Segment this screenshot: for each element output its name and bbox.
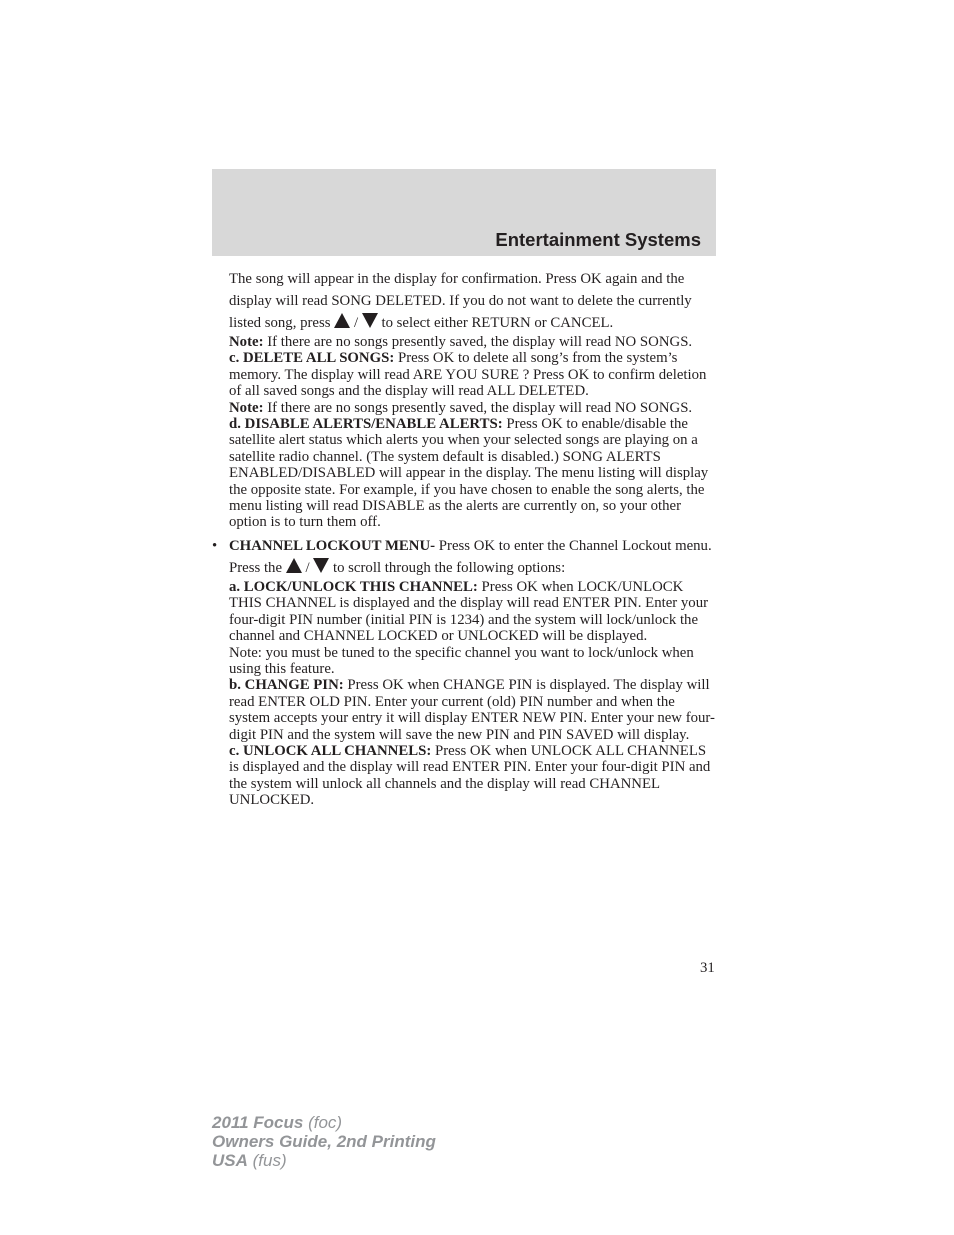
note-text: If there are no songs presently saved, the display will read NO SONGS. xyxy=(263,334,693,350)
song-confirm-text-end: to select either RETURN or CANCEL. xyxy=(381,315,614,331)
arrow-separator: / xyxy=(353,315,359,331)
page-content xyxy=(212,268,719,809)
up-arrow-icon xyxy=(334,313,350,328)
footer-model-line xyxy=(212,1113,436,1132)
page-number: 31 xyxy=(700,960,715,976)
unlock-all-text: Press OK when UNLOCK ALL CHANNELS is displayed and the display will read ENTER PIN. Enter your four-digit PIN and the system will unlock all channels and the display will read CHANNEL UNLOCKED. xyxy=(229,742,711,809)
delete-all-songs-paragraph xyxy=(229,350,719,399)
down-arrow-icon xyxy=(362,313,378,328)
alerts-label: d. DISABLE ALERTS/ENABLE ALERTS: xyxy=(229,416,503,433)
note-label: Note: xyxy=(229,334,264,350)
song-confirm-paragraph xyxy=(229,268,719,334)
lock-unlock-note: Note: you must be tuned to the specific channel you want to lock/unlock when using this feature. xyxy=(229,644,694,677)
change-pin-paragraph xyxy=(229,677,719,743)
lock-unlock-text: Press OK when LOCK/UNLOCK THIS CHANNEL is displayed and the display will read ENTER PIN. Enter your four-digit PIN number (initial PIN is 1234) and the system will lock/unlock the channel and CHANNEL LOCKED or UNLOCKED will be displayed. xyxy=(229,578,709,645)
channel-lockout-bullet xyxy=(212,535,719,579)
unlock-all-paragraph xyxy=(229,743,719,809)
footer-guide: Owners Guide, 2nd Printing xyxy=(212,1132,436,1151)
document-footer xyxy=(212,1113,436,1170)
note-label: Note: xyxy=(229,399,264,416)
alerts-paragraph xyxy=(229,416,719,531)
bullet-marker: • xyxy=(212,537,218,554)
section-title: Entertainment Systems xyxy=(495,229,701,250)
change-pin-text: Press OK when CHANGE PIN is displayed. The display will read ENTER OLD PIN. Enter your current (old) PIN number and when the system accepts your entry it will display ENTER NEW PIN. Enter your new four-digit PIN and the system will save the new PIN and PIN SAVED will display. xyxy=(229,677,715,743)
delete-all-songs-text: Press OK to delete all song’s from the system’s memory. The display will read ARE YOU SURE ? Press OK to confirm deletion of all saved songs and the display will read ALL DELETED. xyxy=(229,350,707,400)
footer-market-line xyxy=(212,1151,436,1170)
song-confirm-text-start: The song will appear in the display for confirmation. Press OK again and the display will read SONG DELETED. If you do not want to delete the currently listed song, press xyxy=(229,271,692,331)
section-header-band xyxy=(212,169,716,256)
delete-all-songs-label: c. DELETE ALL SONGS: xyxy=(229,350,395,367)
note-no-songs-1 xyxy=(229,334,719,350)
lock-unlock-label: a. LOCK/UNLOCK THIS CHANNEL: xyxy=(229,578,478,595)
footer-market-code: (fus) xyxy=(247,1151,287,1170)
channel-lockout-label: CHANNEL LOCKOUT MENU- xyxy=(229,537,436,554)
alerts-text: Press OK to enable/disable the satellite alert status which alerts you when your selected songs are playing on a satellite radio channel. (The system default is disabled.) SONG ALERTS ENABLED/DISABLED will appear in the display. The menu listing will display the opposite state. For example, if you have chosen to enable the song alerts, the menu listing will read DISABLE as the alerts are currently on, so your other option is to turn them off. xyxy=(229,416,709,531)
footer-market: USA xyxy=(212,1151,248,1170)
up-arrow-icon xyxy=(286,558,302,573)
footer-model: 2011 Focus xyxy=(212,1113,304,1132)
lock-unlock-paragraph xyxy=(229,579,719,645)
change-pin-label: b. CHANGE PIN: xyxy=(229,677,344,694)
note-text: If there are no songs presently saved, the display will read NO SONGS. xyxy=(263,399,693,416)
note-no-songs-2 xyxy=(229,400,719,416)
channel-lockout-text-start: Press OK to enter the Channel Lockout menu. Press the xyxy=(229,537,712,576)
down-arrow-icon xyxy=(313,558,329,573)
unlock-all-label: c. UNLOCK ALL CHANNELS: xyxy=(229,742,432,759)
footer-model-code: (foc) xyxy=(303,1113,343,1132)
footer-guide-line xyxy=(212,1132,436,1151)
channel-lockout-text-end: to scroll through the following options: xyxy=(332,559,566,576)
arrow-separator: / xyxy=(305,559,310,576)
